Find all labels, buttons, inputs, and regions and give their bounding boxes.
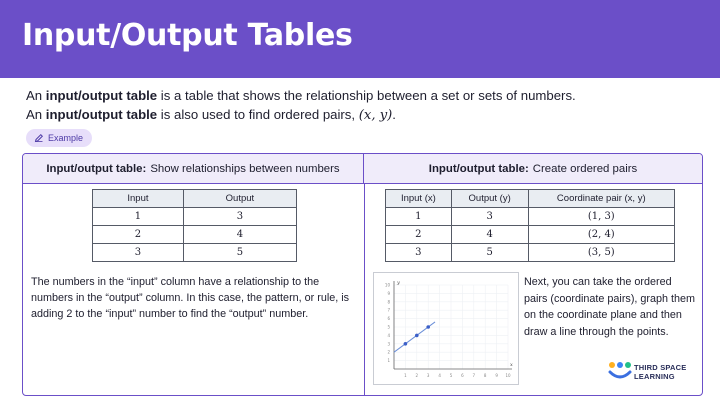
table-cell: 5 [183, 244, 296, 262]
page-title: Input/Output Tables [22, 18, 353, 53]
table-cell: 3 [93, 244, 184, 262]
y-tick-label: 4 [387, 332, 390, 338]
y-tick-label: 5 [387, 324, 390, 330]
table-row [93, 226, 297, 244]
y-tick-label: 2 [387, 349, 390, 355]
y-axis-label: y [397, 280, 400, 286]
panel-divider [364, 184, 365, 396]
term-bold: input/output table [45, 88, 158, 103]
table-cell: 5 [451, 244, 528, 262]
x-tick-label: 3 [426, 373, 430, 378]
table-cell: 1 [386, 208, 452, 226]
table-row [386, 226, 675, 244]
coordinate-graph [373, 272, 519, 385]
y-tick-label: 7 [387, 307, 390, 313]
y-tick-label: 8 [387, 299, 390, 305]
x-tick-label: 8 [483, 373, 487, 378]
table-cell: 4 [183, 226, 296, 244]
pencil-icon [34, 133, 44, 143]
data-point [404, 342, 408, 346]
input-output-table [92, 189, 297, 262]
column-header: Output (y) [451, 190, 528, 208]
logo-mark-icon [608, 360, 632, 382]
table-cell: (3, 5) [528, 244, 674, 262]
example-panel [22, 153, 703, 396]
logo-line-1: THIRD SPACE [634, 363, 687, 372]
table-cell: 3 [451, 208, 528, 226]
right-explanation: Next, you can take the ordered pairs (coordinate pairs), graph them on the coordinate plane and then draw a line through the points. [524, 276, 696, 338]
data-point [426, 325, 430, 329]
column-header: Coordinate pair (x, y) [528, 190, 674, 208]
example-tag [26, 129, 92, 147]
table-row [386, 208, 675, 226]
left-panel-heading: Input/output table: Show relationships between numbers [23, 154, 364, 184]
table-cell: (1, 3) [528, 208, 674, 226]
term-bold: input/output table [45, 107, 158, 122]
intro-line-1: An input/output table is a table that shows the relationship between a set or sets of numbers. [26, 88, 576, 103]
left-explanation: The numbers in the “input” column have a relationship to the numbers in the “output” column. In this case, the pattern, or rule, is adding 2 to the “input” number to find the “output” number. [31, 276, 350, 320]
table-row [93, 208, 297, 226]
data-point [415, 334, 419, 338]
x-axis-label: x [510, 362, 513, 368]
x-tick-label: 4 [438, 373, 441, 378]
column-header: Output [183, 190, 296, 208]
table-header-row [386, 190, 675, 208]
logo-line-2: LEARNING [634, 372, 675, 381]
table-row [386, 244, 675, 262]
table-cell: 2 [386, 226, 452, 244]
table-row [93, 244, 297, 262]
x-tick-label: 2 [415, 373, 419, 378]
ordered-pairs-table [385, 189, 675, 262]
header-banner [0, 0, 720, 78]
table-header-row [93, 190, 297, 208]
y-tick-label: 9 [387, 290, 390, 296]
table-cell: 4 [451, 226, 528, 244]
x-tick-label: 10 [505, 373, 511, 378]
x-tick-label: 9 [495, 373, 498, 378]
brand-logo [608, 360, 700, 384]
intro-text [26, 86, 706, 125]
ordered-pair-notation: (x, y) [358, 108, 393, 123]
y-tick-label: 1 [387, 358, 390, 364]
column-header: Input (x) [386, 190, 452, 208]
intro-line-2: An input/output table is also used to find ordered pairs, (x, y). [26, 107, 396, 123]
table-cell: 3 [183, 208, 296, 226]
right-panel-heading: Input/output table: Create ordered pairs [364, 154, 702, 184]
table-cell: 1 [93, 208, 184, 226]
table-cell: (2, 4) [528, 226, 674, 244]
y-tick-label: 6 [387, 316, 390, 322]
x-tick-label: 5 [449, 373, 453, 378]
x-tick-label: 1 [404, 373, 407, 378]
column-header: Input [93, 190, 184, 208]
y-tick-label: 3 [387, 341, 390, 347]
x-tick-label: 7 [472, 373, 476, 378]
example-label: Example [48, 133, 84, 143]
table-cell: 2 [93, 226, 184, 244]
x-tick-label: 6 [461, 373, 464, 378]
table-cell: 3 [386, 244, 452, 262]
coordinate-plane [374, 273, 518, 384]
y-tick-label: 10 [384, 282, 390, 288]
